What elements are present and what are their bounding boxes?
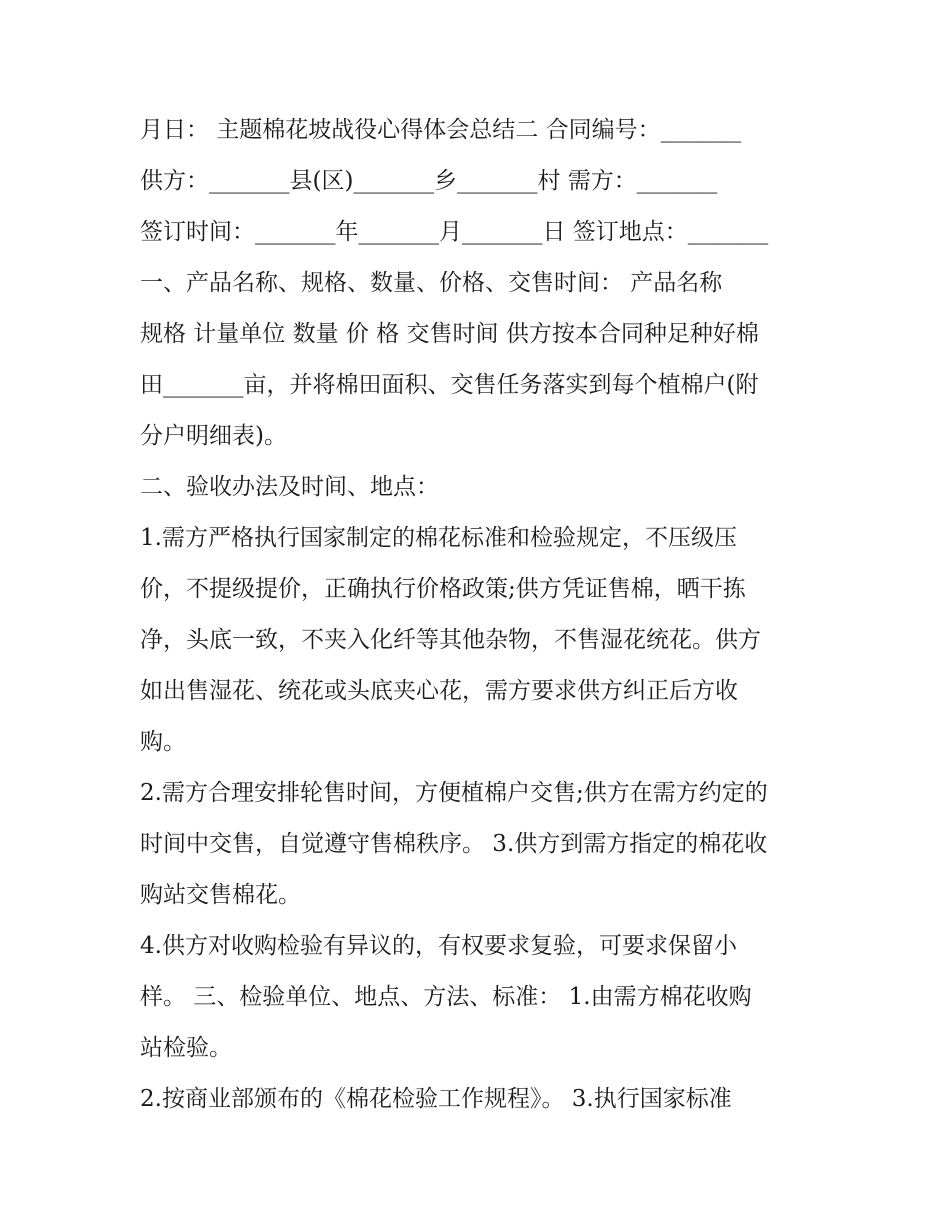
text-line: 二、验收办法及时间、地点： (140, 474, 439, 500)
text-line: 1.需方严格执行国家制定的棉花标准和检验规定，不压级压 (140, 525, 737, 551)
text-line: 分户明细表)。 (140, 423, 287, 449)
text-line: 田_______亩，并将棉田面积、交售任务落实到每个植棉户(附 (140, 372, 759, 398)
text-line: 供方：_______县(区)_______乡_______村 需方：_______ (140, 168, 718, 194)
text-line: 净，头底一致，不夹入化纤等其他杂物，不售湿花统花。供方 (140, 627, 761, 653)
text-line: 如出售湿花、统花或头底夹心花，需方要求供方纠正后方收 (140, 678, 738, 704)
text-line: 规格 计量单位 数量 价 格 交售时间 供方按本合同种足种好棉 (140, 321, 759, 347)
text-line: 购站交售棉花。 (140, 882, 301, 908)
text-line: 样。 三、检验单位、地点、方法、标准： 1.由需方棉花收购 (140, 984, 752, 1010)
text-line: 4.供方对收购检验有异议的，有权要求复验，可要求保留小 (140, 933, 737, 959)
text-line: 月日： 主题棉花坡战役心得体会总结二 合同编号：_______ (140, 117, 742, 143)
text-line: 一、产品名称、规格、数量、价格、交售时间： 产品名称 (140, 270, 723, 296)
text-line: 站检验。 (140, 1035, 232, 1061)
contract-body (140, 105, 820, 1125)
text-line: 签订时间：_______年_______月_______日 签订地点：_______ (140, 219, 769, 245)
text-line: 2.需方合理安排轮售时间，方便植棉户交售;供方在需方约定的 (140, 780, 768, 806)
text-line: 价，不提级提价，正确执行价格政策;供方凭证售棉，晒干拣 (140, 576, 746, 602)
text-line: 时间中交售，自觉遵守售棉秩序。 3.供方到需方指定的棉花收 (140, 831, 768, 857)
text-line: 2.按商业部颁布的《棉花检验工作规程》。 3.执行国家标准 (140, 1086, 732, 1112)
text-line: 购。 (140, 729, 186, 755)
